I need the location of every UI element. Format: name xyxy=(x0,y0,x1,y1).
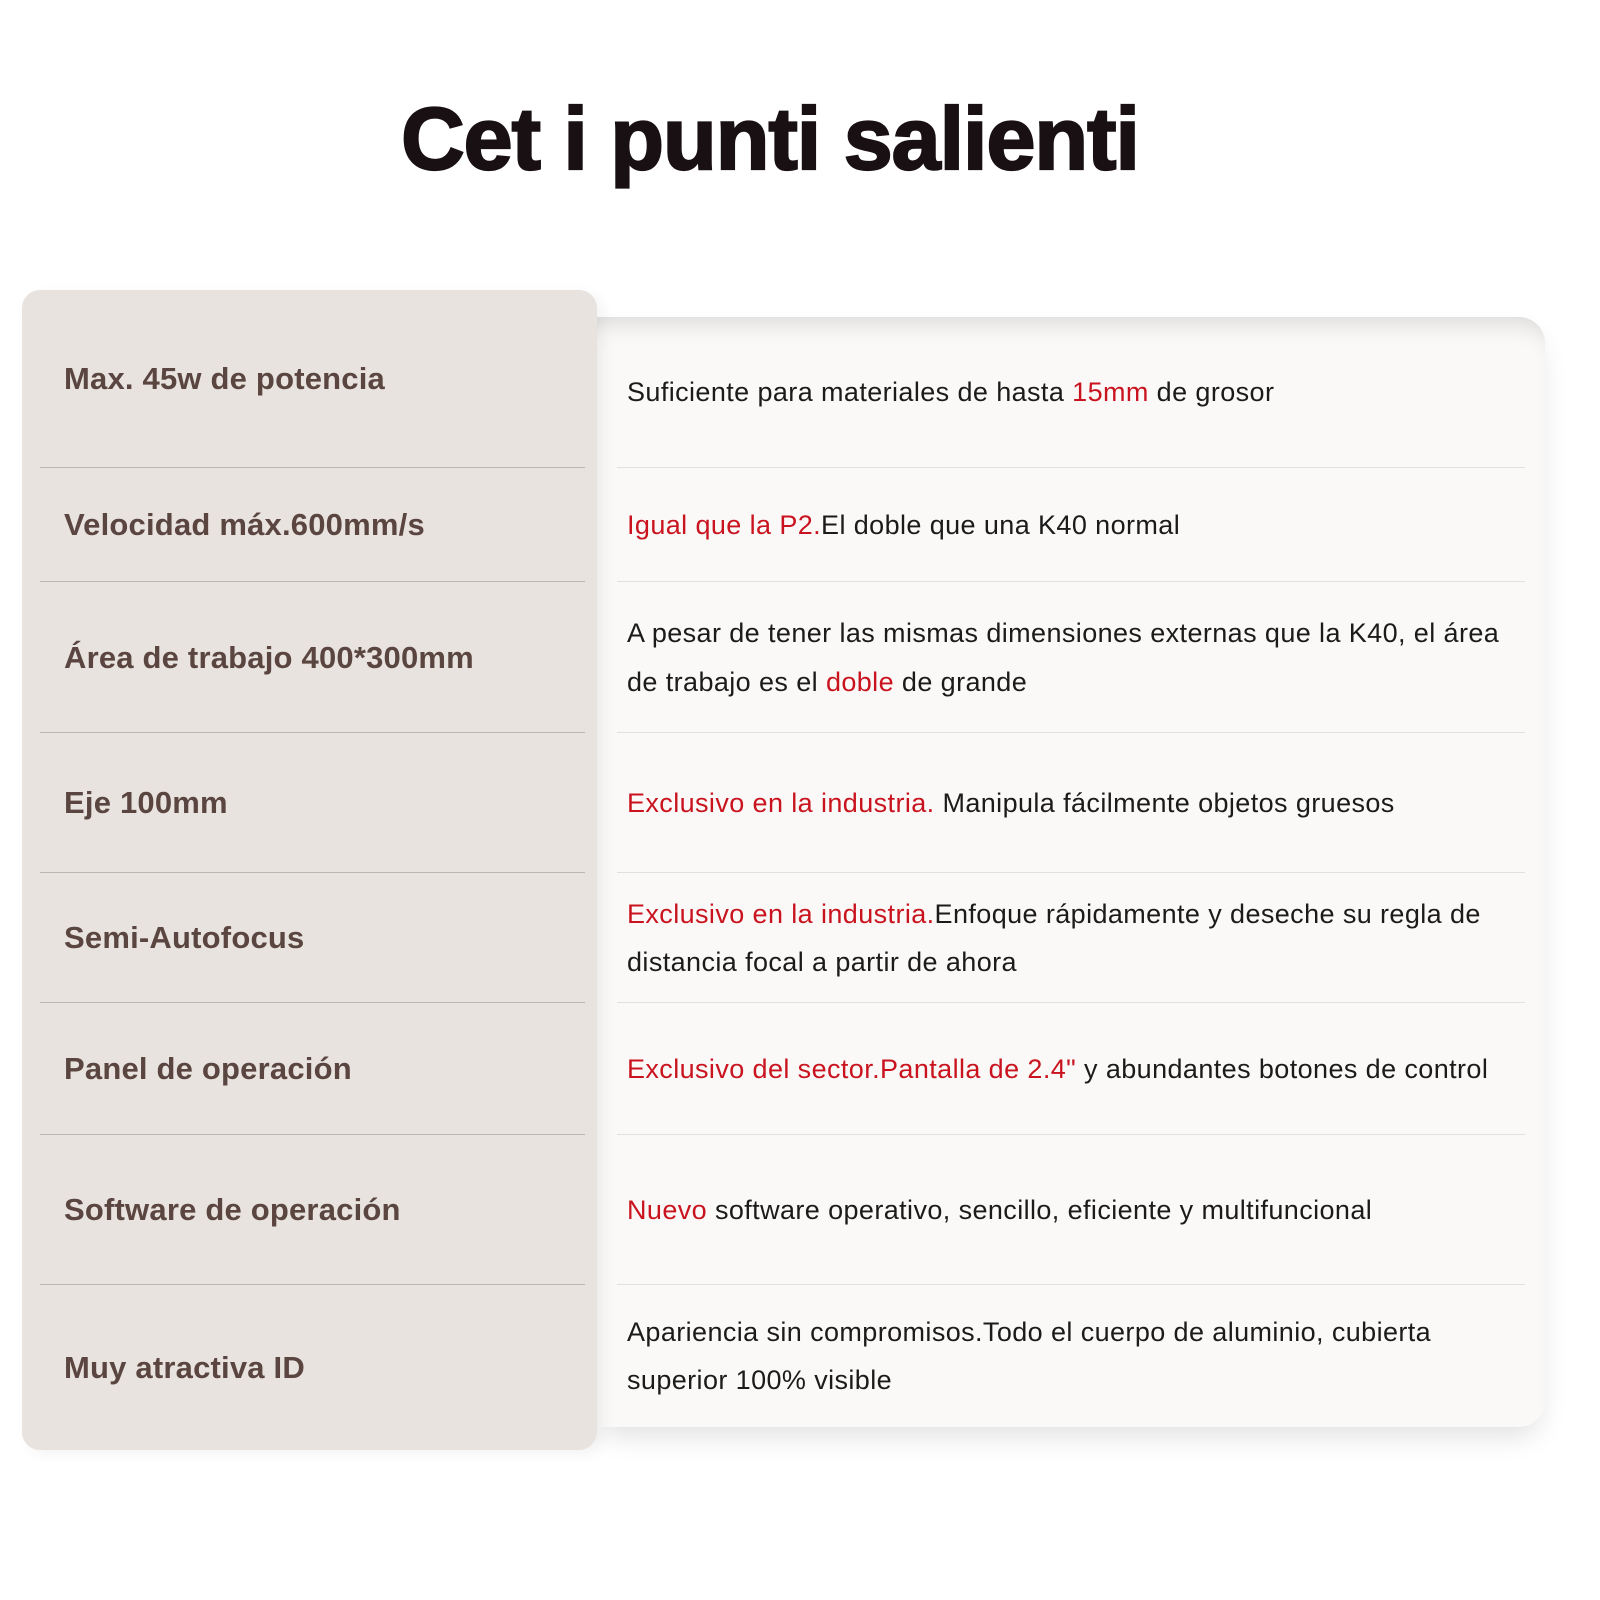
feature-description-text: Apariencia sin compromisos.Todo el cuerpo de aluminio, cubierta superior 100% visible xyxy=(627,1316,1432,1395)
feature-description xyxy=(627,890,1507,986)
feature-row-label xyxy=(22,873,597,1003)
feature-label: Eje 100mm xyxy=(64,785,228,820)
feature-row-description xyxy=(597,733,1545,873)
feature-row-description xyxy=(597,873,1545,1003)
feature-description xyxy=(627,1186,1372,1234)
feature-description xyxy=(627,1045,1488,1093)
feature-description-text: Enfoque rápidamente y deseche su regla de distancia focal a partir de ahora xyxy=(627,898,1481,977)
feature-description-text: El doble que una K40 normal xyxy=(821,509,1181,540)
feature-labels-list xyxy=(22,290,597,1450)
feature-label: Max. 45w de potencia xyxy=(64,361,385,396)
feature-label: Muy atractiva ID xyxy=(64,1349,305,1385)
feature-label: Semi-Autofocus xyxy=(64,920,305,955)
feature-description xyxy=(627,1308,1507,1404)
feature-row-label xyxy=(22,468,597,582)
feature-row-description xyxy=(597,468,1545,582)
feature-row-description xyxy=(597,1135,1545,1285)
feature-row-description xyxy=(597,1003,1545,1135)
feature-description xyxy=(627,501,1180,549)
feature-description-text: y abundantes botones de control xyxy=(1076,1053,1489,1084)
feature-description-highlight: doble xyxy=(825,666,895,697)
feature-label: Área de trabajo 400*300mm xyxy=(64,639,474,675)
feature-description xyxy=(627,368,1274,416)
feature-label: Velocidad máx.600mm/s xyxy=(64,507,425,542)
feature-row-label xyxy=(22,290,597,468)
feature-description-text: A pesar de tener las mismas dimensiones externas que la K40, el área de trabajo es el xyxy=(627,618,1500,697)
feature-description-text: de grosor xyxy=(1148,377,1275,408)
feature-row-description xyxy=(597,1285,1545,1427)
feature-row-label xyxy=(22,733,597,873)
features-description-panel xyxy=(597,317,1545,1427)
feature-label: Software de operación xyxy=(64,1192,401,1227)
feature-descriptions-list xyxy=(597,317,1545,1427)
features-label-panel xyxy=(22,290,597,1450)
feature-row-label xyxy=(22,1003,597,1135)
feature-description xyxy=(627,779,1395,827)
feature-description-highlight: 15mm xyxy=(1072,377,1149,408)
feature-description-highlight: Exclusivo en la industria. xyxy=(627,787,935,818)
feature-description-text: de grande xyxy=(894,666,1028,697)
feature-row-description xyxy=(597,317,1545,468)
feature-row-description xyxy=(597,582,1545,733)
feature-description-highlight: Nuevo xyxy=(627,1194,708,1225)
feature-row-label xyxy=(22,582,597,733)
page-title: Cet i punti salienti xyxy=(401,89,1139,188)
feature-row-label xyxy=(22,1135,597,1285)
feature-description-highlight: Igual que la P2. xyxy=(627,509,822,540)
feature-description-text: software operativo, sencillo, eficiente y multifuncional xyxy=(707,1194,1373,1225)
feature-label: Panel de operación xyxy=(64,1051,352,1086)
feature-description-text: Suficiente para materiales de hasta xyxy=(627,377,1073,408)
feature-description-highlight: Exclusivo del sector.Pantalla de 2.4" xyxy=(627,1053,1077,1084)
feature-row-label xyxy=(22,1285,597,1450)
feature-description-highlight: Exclusivo en la industria. xyxy=(627,898,935,929)
feature-description-text: Manipula fácilmente objetos gruesos xyxy=(934,787,1395,818)
feature-description xyxy=(627,609,1507,705)
